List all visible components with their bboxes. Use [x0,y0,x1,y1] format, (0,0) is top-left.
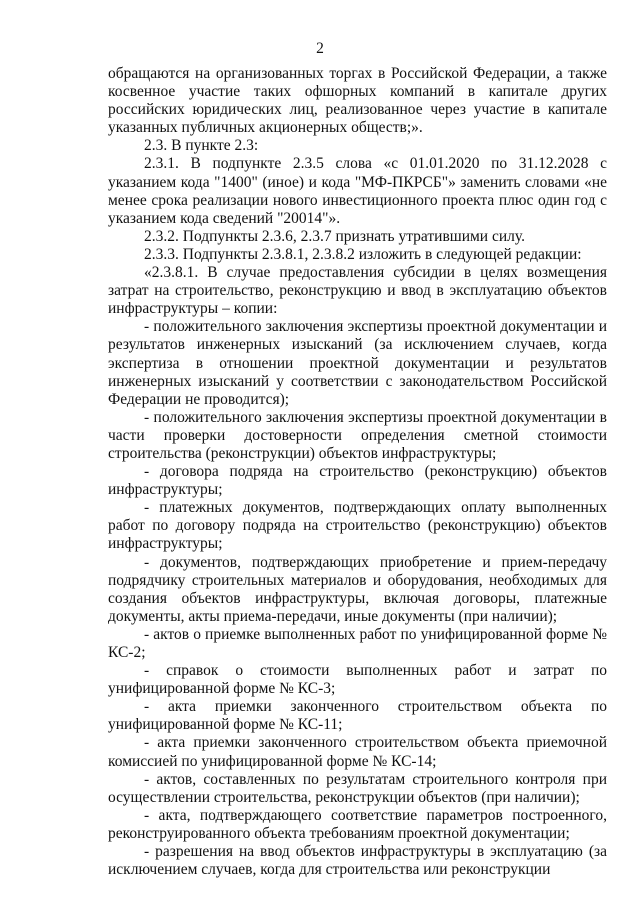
page-number: 2 [316,40,324,57]
list-item: - платежных документов, подтверждающих оплату выполненных работ по договору подряда на строительство (реконструкцию) объектов инфраструктуры; [108,499,607,553]
list-item: - разрешения на ввод объектов инфраструктуры в эксплуатацию (за исключением случаев, когда для строительства или реконструкции [108,843,607,879]
list-item: - договора подряда на строительство (реконструкцию) объектов инфраструктуры; [108,463,607,499]
list-item: - актов о приемке выполненных работ по унифицированной форме № КС-2; [108,625,607,661]
list-item: - справок о стоимости выполненных работ и затрат по унифицированной форме № КС-3; [108,662,607,698]
list-item: - акта приемки законченного строительством объекта приемочной комиссией по унифицированной форме № КС-14; [108,734,607,770]
list-item: - актов, составленных по результатам строительного контроля при осуществлении строительства, реконструкции объектов (при наличии); [108,770,607,806]
list-item: - акта приемки законченного строительством объекта по унифицированной форме № КС-11; [108,698,607,734]
list-item: - положительного заключения экспертизы проектной документации и результатов инженерных изысканий (за исключением случаев, когда экспертиза в отношении проектной документации и результатов инженерных изысканий у соответствии с законодательством Российской Федерации не проводится); [108,318,607,408]
paragraph-clause-2-3-3: 2.3.3. Подпункты 2.3.8.1, 2.3.8.2 изложить в следующей редакции: [144,245,582,263]
paragraph-continuation: обращаются на организованных торгах в Российской Федерации, а также косвенное участие таких офшорных компаний в капитале других российских юридических лиц, реализованное через участие в капитале указанных публичных акционерных обществ;». [108,65,607,137]
paragraph-clause-2-3: 2.3. В пункте 2.3: [144,137,259,155]
list-item: - положительного заключения экспертизы проектной документации в части проверки достоверности определения сметной стоимости строительства (реконструкции) объектов инфраструктуры; [108,408,607,462]
list-item: - акта, подтверждающего соответствие параметров построенного, реконструированного объекта требованиям проектной документации; [108,806,607,842]
list-item: - документов, подтверждающих приобретение и прием-передачу подрядчику строительных материалов и оборудования, необходимых для создания объектов инфраструктуры, включая договоры, платежные документы, акты приема-передачи, иные документы (при наличии); [108,553,607,625]
paragraph-clause-2-3-1: 2.3.1. В подпункте 2.3.5 слова «с 01.01.2020 по 31.12.2028 с указанием кода "1400" (иное) и кода "МФ-ПКРСБ"» заменить словами «не менее срока реализации нового инвестиционного проекта плюс один год с указанием кода сведений "20014"». [108,155,607,227]
document-body [108,65,607,879]
paragraph-clause-2-3-8-1: «2.3.8.1. В случае предоставления субсидии в целях возмещения затрат на строительство, реконструкцию и ввод в эксплуатацию объектов инфраструктуры – копии: [108,264,607,318]
paragraph-clause-2-3-2: 2.3.2. Подпункты 2.3.6, 2.3.7 признать утратившими силу. [144,227,525,245]
